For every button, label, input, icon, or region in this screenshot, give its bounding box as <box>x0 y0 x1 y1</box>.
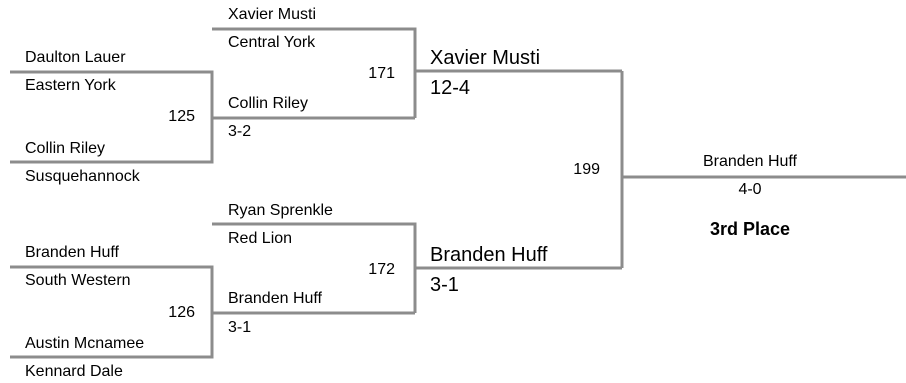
match-125-number: 125 <box>168 108 195 125</box>
match-125-top-name: Daulton Lauer <box>25 49 126 66</box>
match-172-score: 3-1 <box>430 274 459 296</box>
match-171-top-name: Xavier Musti <box>228 6 317 23</box>
match-125-winner-name: Collin Riley <box>228 95 309 112</box>
match-126-winner-name: Branden Huff <box>228 290 322 307</box>
match-171-score: 12-4 <box>430 77 471 99</box>
match-126-bottom-school: Kennard Dale <box>25 363 123 380</box>
match-172-number: 172 <box>368 261 395 278</box>
match-199-winner-name: Branden Huff <box>703 153 797 170</box>
match-126-score: 3-1 <box>228 319 252 336</box>
match-199-number: 199 <box>573 161 600 178</box>
match-172-top-name: Ryan Sprenkle <box>228 202 333 219</box>
match-126-bottom-name: Austin Mcnamee <box>25 335 145 352</box>
match-125-bottom-name: Collin Riley <box>25 140 106 157</box>
match-199-score: 4-0 <box>738 181 762 198</box>
match-126-top-name: Branden Huff <box>25 244 119 261</box>
match-171-top-school: Central York <box>228 34 316 51</box>
match-171-winner-name: Xavier Musti <box>430 47 541 69</box>
match-171-number: 171 <box>368 65 395 82</box>
match-125-top-school: Eastern York <box>25 77 116 94</box>
place-label: 3rd Place <box>709 219 791 239</box>
match-125-score: 3-2 <box>228 123 252 140</box>
match-172-winner-name: Branden Huff <box>430 244 548 266</box>
match-172-top-school: Red Lion <box>228 230 293 247</box>
match-125-bottom-school: Susquehannock <box>25 168 140 185</box>
match-126-number: 126 <box>168 304 195 321</box>
match-126-top-school: South Western <box>25 272 131 289</box>
